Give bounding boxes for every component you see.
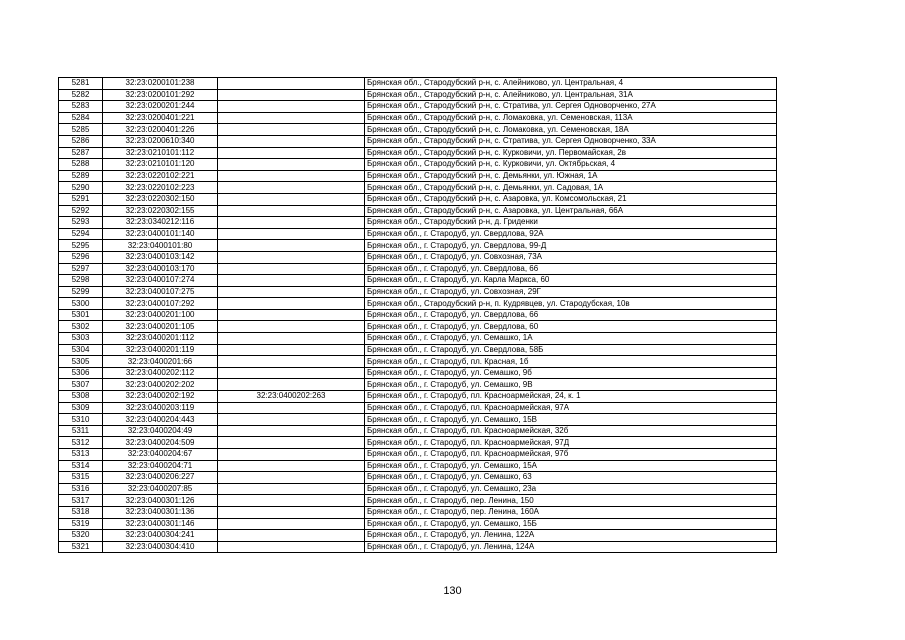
secondary-cadastral-cell — [218, 356, 365, 368]
row-number-cell: 5315 — [59, 472, 103, 484]
cadastral-number-cell: 32:23:0400202:192 — [103, 391, 218, 403]
row-number-cell: 5298 — [59, 275, 103, 287]
address-cell: Брянская обл., Стародубский р-н, с. Алейниково, ул. Центральная, 31А — [365, 89, 777, 101]
table-row — [59, 193, 777, 205]
row-number-cell: 5290 — [59, 182, 103, 194]
address-cell: Брянская обл., г. Стародуб, ул. Совхозная, 29Г — [365, 286, 777, 298]
table-row — [59, 89, 777, 101]
row-number-cell: 5314 — [59, 460, 103, 472]
table-row — [59, 530, 777, 542]
cadastral-number-cell: 32:23:0400201:100 — [103, 309, 218, 321]
cadastral-number-cell: 32:23:0400202:202 — [103, 379, 218, 391]
table-row — [59, 182, 777, 194]
row-number-cell: 5288 — [59, 159, 103, 171]
row-number-cell: 5283 — [59, 101, 103, 113]
address-cell: Брянская обл., г. Стародуб, ул. Семашко, 9б — [365, 367, 777, 379]
address-cell: Брянская обл., г. Стародуб, ул. Свердлова, 99-Д — [365, 240, 777, 252]
secondary-cadastral-cell — [218, 78, 365, 90]
table-row — [59, 298, 777, 310]
table-row — [59, 425, 777, 437]
table-row — [59, 541, 777, 553]
row-number-cell: 5295 — [59, 240, 103, 252]
cadastral-number-cell: 32:23:0200401:221 — [103, 112, 218, 124]
address-cell: Брянская обл., Стародубский р-н, с. Курковичи, ул. Октябрьская, 4 — [365, 159, 777, 171]
cadastral-number-cell: 32:23:0400204:509 — [103, 437, 218, 449]
secondary-cadastral-cell — [218, 89, 365, 101]
cadastral-number-cell: 32:23:0400203:119 — [103, 402, 218, 414]
table-row — [59, 414, 777, 426]
row-number-cell: 5310 — [59, 414, 103, 426]
address-cell: Брянская обл., г. Стародуб, ул. Семашко, 1А — [365, 333, 777, 345]
row-number-cell: 5303 — [59, 333, 103, 345]
secondary-cadastral-cell — [218, 437, 365, 449]
table-row — [59, 78, 777, 90]
cadastral-number-cell: 32:23:0200101:292 — [103, 89, 218, 101]
row-number-cell: 5287 — [59, 147, 103, 159]
cadastral-number-cell: 32:23:0400304:241 — [103, 530, 218, 542]
secondary-cadastral-cell — [218, 217, 365, 229]
table-row — [59, 135, 777, 147]
row-number-cell: 5317 — [59, 495, 103, 507]
cadastral-number-cell: 32:23:0400204:67 — [103, 449, 218, 461]
address-cell: Брянская обл., г. Стародуб, ул. Семашко, 15В — [365, 414, 777, 426]
cadastral-number-cell: 32:23:0400201:105 — [103, 321, 218, 333]
records-table-body — [59, 78, 777, 553]
cadastral-number-cell: 32:23:0400204:443 — [103, 414, 218, 426]
table-row — [59, 344, 777, 356]
table-row — [59, 391, 777, 403]
row-number-cell: 5316 — [59, 483, 103, 495]
cadastral-number-cell: 32:23:0400204:71 — [103, 460, 218, 472]
secondary-cadastral-cell — [218, 135, 365, 147]
secondary-cadastral-cell — [218, 379, 365, 391]
address-cell: Брянская обл., Стародубский р-н, с. Стратива, ул. Сергея Одноворченко, 27А — [365, 101, 777, 113]
secondary-cadastral-cell — [218, 298, 365, 310]
row-number-cell: 5318 — [59, 506, 103, 518]
table-row — [59, 460, 777, 472]
address-cell: Брянская обл., Стародубский р-н, с. Ломаковка, ул. Семеновская, 113А — [365, 112, 777, 124]
secondary-cadastral-cell — [218, 495, 365, 507]
cadastral-number-cell: 32:23:0400101:140 — [103, 228, 218, 240]
secondary-cadastral-cell — [218, 333, 365, 345]
row-number-cell: 5292 — [59, 205, 103, 217]
row-number-cell: 5284 — [59, 112, 103, 124]
address-cell: Брянская обл., г. Стародуб, пер. Ленина, 150 — [365, 495, 777, 507]
table-row — [59, 159, 777, 171]
row-number-cell: 5281 — [59, 78, 103, 90]
cadastral-number-cell: 32:23:0400204:49 — [103, 425, 218, 437]
table-row — [59, 518, 777, 530]
row-number-cell: 5307 — [59, 379, 103, 391]
row-number-cell: 5306 — [59, 367, 103, 379]
records-table — [58, 77, 777, 553]
cadastral-number-cell: 32:23:0400201:66 — [103, 356, 218, 368]
cadastral-number-cell: 32:23:0220102:223 — [103, 182, 218, 194]
table-row — [59, 495, 777, 507]
cadastral-number-cell: 32:23:0200201:244 — [103, 101, 218, 113]
secondary-cadastral-cell — [218, 460, 365, 472]
address-cell: Брянская обл., Стародубский р-н, с. Стратива, ул. Сергея Одноворченко, 33А — [365, 135, 777, 147]
secondary-cadastral-cell — [218, 170, 365, 182]
table-row — [59, 437, 777, 449]
row-number-cell: 5289 — [59, 170, 103, 182]
address-cell: Брянская обл., г. Стародуб, ул. Свердлова, 66 — [365, 309, 777, 321]
address-cell: Брянская обл., г. Стародуб, пл. Красноармейская, 97б — [365, 449, 777, 461]
cadastral-number-cell: 32:23:0220102:221 — [103, 170, 218, 182]
table-row — [59, 472, 777, 484]
secondary-cadastral-cell — [218, 147, 365, 159]
secondary-cadastral-cell — [218, 193, 365, 205]
address-cell: Брянская обл., г. Стародуб, пл. Красная, 1б — [365, 356, 777, 368]
table-row — [59, 333, 777, 345]
table-row — [59, 124, 777, 136]
cadastral-number-cell: 32:23:0200610:340 — [103, 135, 218, 147]
cadastral-number-cell: 32:23:0400206:227 — [103, 472, 218, 484]
table-row — [59, 240, 777, 252]
table-row — [59, 402, 777, 414]
table-row — [59, 251, 777, 263]
address-cell: Брянская обл., Стародубский р-н, с. Демьянки, ул. Южная, 1А — [365, 170, 777, 182]
row-number-cell: 5286 — [59, 135, 103, 147]
address-cell: Брянская обл., Стародубский р-н, с. Ломаковка, ул. Семеновская, 18А — [365, 124, 777, 136]
address-cell: Брянская обл., г. Стародуб, ул. Свердлова, 66 — [365, 263, 777, 275]
secondary-cadastral-cell — [218, 530, 365, 542]
table-row — [59, 367, 777, 379]
row-number-cell: 5282 — [59, 89, 103, 101]
secondary-cadastral-cell — [218, 402, 365, 414]
address-cell: Брянская обл., г. Стародуб, ул. Семашко, 23а — [365, 483, 777, 495]
address-cell: Брянская обл., Стародубский р-н, с. Демьянки, ул. Садовая, 1А — [365, 182, 777, 194]
table-row — [59, 170, 777, 182]
cadastral-number-cell: 32:23:0400103:142 — [103, 251, 218, 263]
secondary-cadastral-cell — [218, 472, 365, 484]
cadastral-number-cell: 32:23:0220302:155 — [103, 205, 218, 217]
cadastral-number-cell: 32:23:0400201:112 — [103, 333, 218, 345]
table-row — [59, 286, 777, 298]
table-row — [59, 112, 777, 124]
row-number-cell: 5321 — [59, 541, 103, 553]
address-cell: Брянская обл., г. Стародуб, ул. Семашко, 15А — [365, 460, 777, 472]
secondary-cadastral-cell — [218, 251, 365, 263]
secondary-cadastral-cell — [218, 425, 365, 437]
cadastral-number-cell: 32:23:0400202:112 — [103, 367, 218, 379]
address-cell: Брянская обл., Стародубский р-н, с. Курковичи, ул. Первомайская, 2в — [365, 147, 777, 159]
address-cell: Брянская обл., г. Стародуб, пер. Ленина, 160А — [365, 506, 777, 518]
address-cell: Брянская обл., г. Стародуб, пл. Красноармейская, 32б — [365, 425, 777, 437]
cadastral-number-cell: 32:23:0200401:226 — [103, 124, 218, 136]
page-number: 130 — [443, 585, 462, 597]
address-cell: Брянская обл., Стародубский р-н, п. Кудрявцев, ул. Стародубская, 10в — [365, 298, 777, 310]
secondary-cadastral-cell — [218, 205, 365, 217]
cadastral-number-cell: 32:23:0400207:85 — [103, 483, 218, 495]
row-number-cell: 5296 — [59, 251, 103, 263]
address-cell: Брянская обл., Стародубский р-н, д. Гриденки — [365, 217, 777, 229]
secondary-cadastral-cell — [218, 367, 365, 379]
address-cell: Брянская обл., Стародубский р-н, с. Азаровка, ул. Центральная, 66А — [365, 205, 777, 217]
secondary-cadastral-cell — [218, 101, 365, 113]
secondary-cadastral-cell — [218, 124, 365, 136]
cadastral-number-cell: 32:23:0400107:274 — [103, 275, 218, 287]
cadastral-number-cell: 32:23:0340212:116 — [103, 217, 218, 229]
table-row — [59, 205, 777, 217]
cadastral-number-cell: 32:23:0400301:126 — [103, 495, 218, 507]
table-row — [59, 147, 777, 159]
table-row — [59, 263, 777, 275]
row-number-cell: 5320 — [59, 530, 103, 542]
cadastral-number-cell: 32:23:0210101:112 — [103, 147, 218, 159]
address-cell: Брянская обл., г. Стародуб, пл. Красноармейская, 97Д — [365, 437, 777, 449]
row-number-cell: 5308 — [59, 391, 103, 403]
row-number-cell: 5302 — [59, 321, 103, 333]
secondary-cadastral-cell — [218, 240, 365, 252]
table-row — [59, 506, 777, 518]
cadastral-number-cell: 32:23:0400301:136 — [103, 506, 218, 518]
address-cell: Брянская обл., г. Стародуб, ул. Семашко, 15Б — [365, 518, 777, 530]
cadastral-number-cell: 32:23:0400107:292 — [103, 298, 218, 310]
row-number-cell: 5301 — [59, 309, 103, 321]
address-cell: Брянская обл., г. Стародуб, пл. Красноармейская, 24, к. 1 — [365, 391, 777, 403]
secondary-cadastral-cell: 32:23:0400202:263 — [218, 391, 365, 403]
secondary-cadastral-cell — [218, 541, 365, 553]
secondary-cadastral-cell — [218, 414, 365, 426]
address-cell: Брянская обл., г. Стародуб, ул. Карла Маркса, 60 — [365, 275, 777, 287]
cadastral-number-cell: 32:23:0400103:170 — [103, 263, 218, 275]
table-row — [59, 275, 777, 287]
secondary-cadastral-cell — [218, 275, 365, 287]
row-number-cell: 5293 — [59, 217, 103, 229]
table-row — [59, 228, 777, 240]
table-row — [59, 379, 777, 391]
secondary-cadastral-cell — [218, 344, 365, 356]
address-cell: Брянская обл., г. Стародуб, ул. Ленина, 124А — [365, 541, 777, 553]
table-row — [59, 101, 777, 113]
cadastral-number-cell: 32:23:0400304:410 — [103, 541, 218, 553]
table-row — [59, 356, 777, 368]
table-row — [59, 217, 777, 229]
secondary-cadastral-cell — [218, 159, 365, 171]
row-number-cell: 5291 — [59, 193, 103, 205]
table-row — [59, 449, 777, 461]
cadastral-number-cell: 32:23:0200101:238 — [103, 78, 218, 90]
address-cell: Брянская обл., г. Стародуб, ул. Свердлова, 92А — [365, 228, 777, 240]
address-cell: Брянская обл., г. Стародуб, ул. Семашко, 9В — [365, 379, 777, 391]
cadastral-number-cell: 32:23:0400107:275 — [103, 286, 218, 298]
secondary-cadastral-cell — [218, 309, 365, 321]
row-number-cell: 5305 — [59, 356, 103, 368]
secondary-cadastral-cell — [218, 263, 365, 275]
row-number-cell: 5313 — [59, 449, 103, 461]
cadastral-number-cell: 32:23:0220302:150 — [103, 193, 218, 205]
cadastral-number-cell: 32:23:0400101:80 — [103, 240, 218, 252]
address-cell: Брянская обл., г. Стародуб, ул. Свердлова, 58Б — [365, 344, 777, 356]
row-number-cell: 5297 — [59, 263, 103, 275]
address-cell: Брянская обл., Стародубский р-н, с. Алейниково, ул. Центральная, 4 — [365, 78, 777, 90]
row-number-cell: 5312 — [59, 437, 103, 449]
address-cell: Брянская обл., г. Стародуб, ул. Совхозная, 73А — [365, 251, 777, 263]
cadastral-number-cell: 32:23:0400301:146 — [103, 518, 218, 530]
secondary-cadastral-cell — [218, 449, 365, 461]
secondary-cadastral-cell — [218, 112, 365, 124]
secondary-cadastral-cell — [218, 321, 365, 333]
secondary-cadastral-cell — [218, 506, 365, 518]
address-cell: Брянская обл., г. Стародуб, ул. Ленина, 122А — [365, 530, 777, 542]
secondary-cadastral-cell — [218, 228, 365, 240]
table-row — [59, 309, 777, 321]
address-cell: Брянская обл., Стародубский р-н, с. Азаровка, ул. Комсомольская, 21 — [365, 193, 777, 205]
row-number-cell: 5319 — [59, 518, 103, 530]
secondary-cadastral-cell — [218, 483, 365, 495]
address-cell: Брянская обл., г. Стародуб, пл. Красноармейская, 97А — [365, 402, 777, 414]
address-cell: Брянская обл., г. Стародуб, ул. Свердлова, 60 — [365, 321, 777, 333]
row-number-cell: 5311 — [59, 425, 103, 437]
row-number-cell: 5300 — [59, 298, 103, 310]
table-row — [59, 321, 777, 333]
row-number-cell: 5309 — [59, 402, 103, 414]
secondary-cadastral-cell — [218, 518, 365, 530]
cadastral-number-cell: 32:23:0400201:119 — [103, 344, 218, 356]
secondary-cadastral-cell — [218, 182, 365, 194]
table-row — [59, 483, 777, 495]
row-number-cell: 5299 — [59, 286, 103, 298]
row-number-cell: 5285 — [59, 124, 103, 136]
cadastral-number-cell: 32:23:0210101:120 — [103, 159, 218, 171]
row-number-cell: 5304 — [59, 344, 103, 356]
secondary-cadastral-cell — [218, 286, 365, 298]
address-cell: Брянская обл., г. Стародуб, ул. Семашко, 63 — [365, 472, 777, 484]
row-number-cell: 5294 — [59, 228, 103, 240]
